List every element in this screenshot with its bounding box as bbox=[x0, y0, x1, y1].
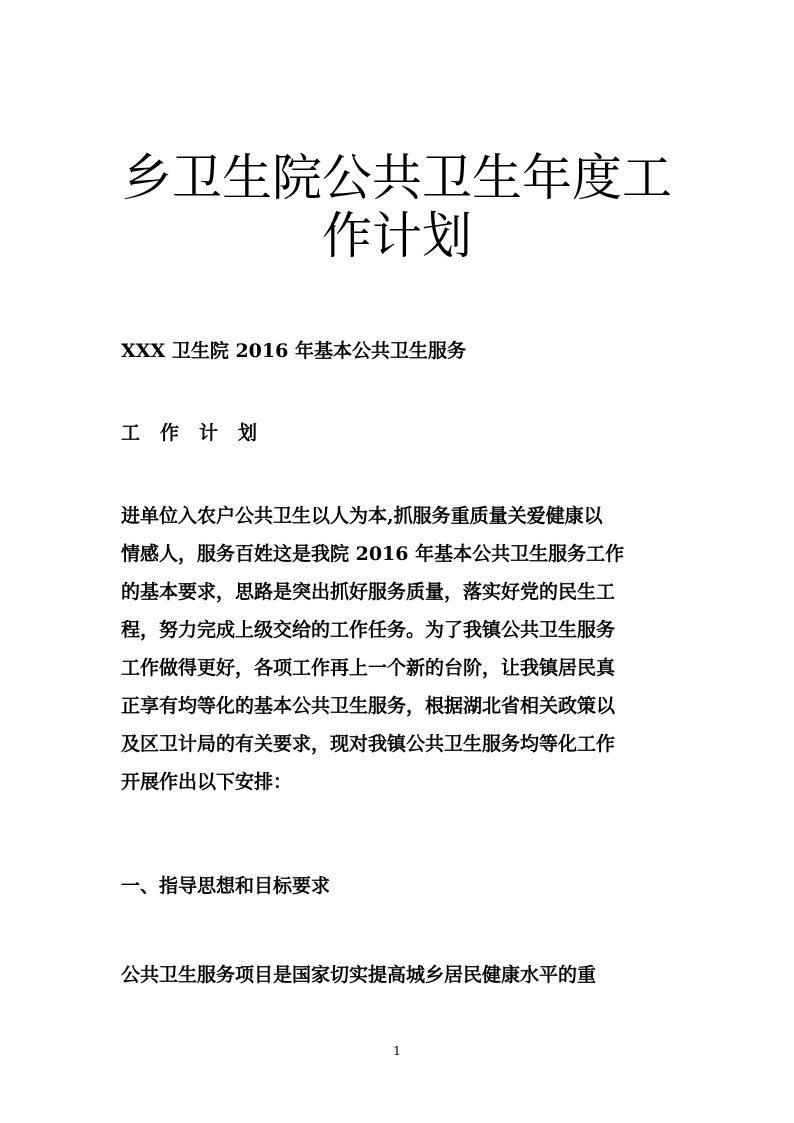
paragraph-line: 工作做得更好，各项工作再上一个新的台阶，让我镇居民真 bbox=[121, 657, 616, 679]
paragraph-line: 开展作出以下安排： bbox=[121, 771, 293, 793]
paragraph-line: 的基本要求，思路是突出抓好服务质量，落实好党的民生工 bbox=[121, 581, 616, 603]
paragraph-line: 及区卫计局的有关要求，现对我镇公共卫生服务均等化工作 bbox=[121, 733, 616, 755]
paragraph-line: 进单位入农户公共卫生以人为本,抓服务重质量关爱健康以 bbox=[121, 505, 603, 527]
body-paragraph bbox=[121, 956, 681, 994]
document-title-line-2: 作计划 bbox=[322, 207, 472, 265]
intro-paragraph bbox=[121, 497, 681, 801]
paragraph-line: 公共卫生服务项目是国家切实提高城乡居民健康水平的重 bbox=[121, 964, 597, 986]
section-heading-1: 一、指导思想和目标要求 bbox=[121, 875, 331, 897]
document-subtitle: XXX 卫生院 2016 年基本公共卫生服务 bbox=[121, 340, 466, 362]
paragraph-line: 程，努力完成上级交给的工作任务。为了我镇公共卫生服务 bbox=[121, 619, 616, 641]
section-label: 工作计划 bbox=[121, 422, 278, 444]
paragraph-line: 情感人，服务百姓这是我院 2016 年基本公共卫生服务工作 bbox=[121, 543, 625, 565]
page-number: 1 bbox=[393, 1044, 401, 1058]
paragraph-line: 正享有均等化的基本公共卫生服务，根据湖北省相关政策以 bbox=[121, 695, 616, 717]
document-title-line-1: 乡卫生院公共卫生年度工 bbox=[122, 149, 672, 207]
